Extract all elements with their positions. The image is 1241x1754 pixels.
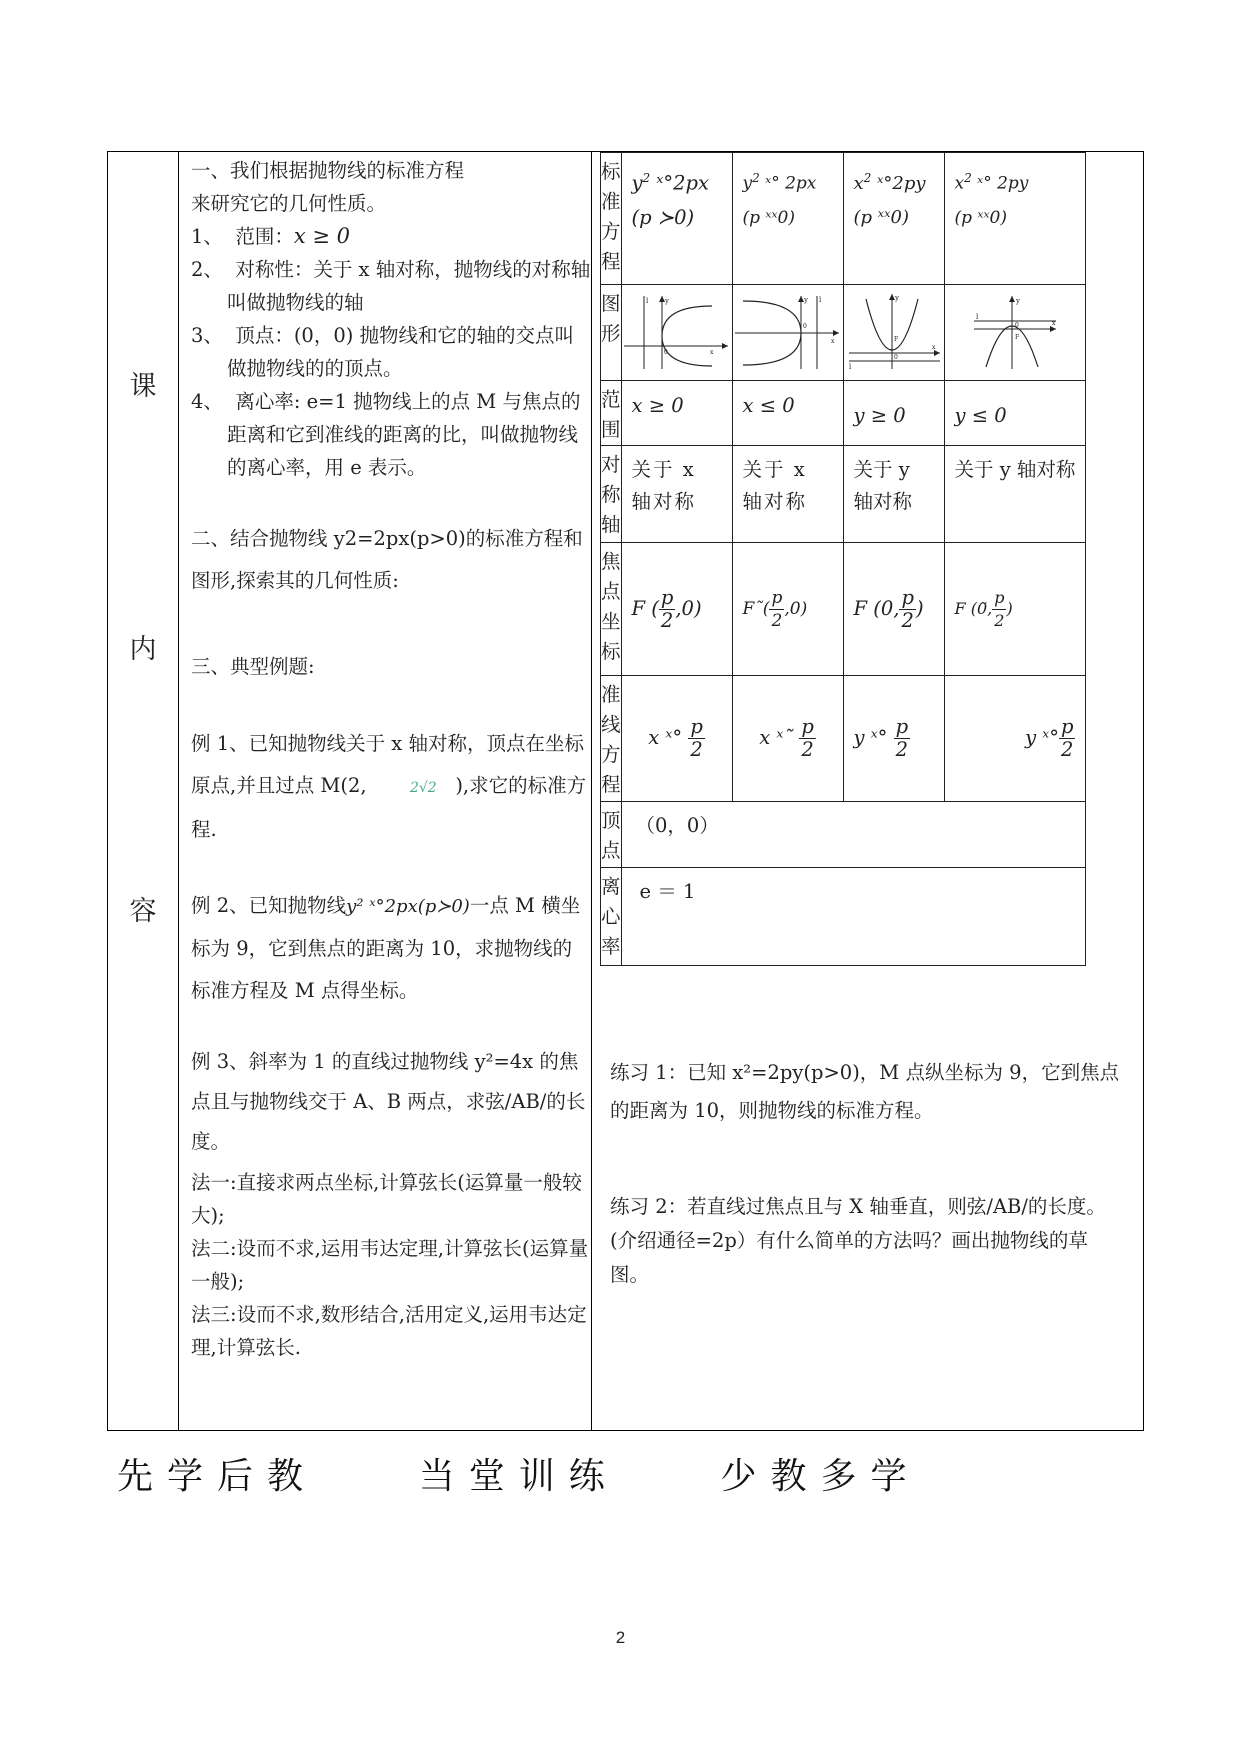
- axis-cell: 关于 x 轴对称: [732, 446, 843, 543]
- axis-cell: 关于 y 轴对称: [944, 446, 1086, 543]
- range-cell: x ≤ 0: [732, 381, 843, 446]
- exercise-2: [600, 1190, 1130, 1292]
- side-label-ke: 课: [129, 371, 157, 402]
- graph-cell: [621, 285, 732, 381]
- table-row: [601, 153, 1086, 285]
- fraction-num: p: [690, 715, 703, 738]
- directrix-cell: [621, 676, 732, 802]
- example-math: y² ˣ°2px(p≻0): [346, 896, 470, 917]
- property-number: 2、: [191, 258, 223, 281]
- table-row: [601, 543, 1086, 676]
- fraction-num: p: [895, 715, 909, 738]
- directrix-cell: [843, 676, 944, 802]
- fraction-num: p: [660, 585, 674, 609]
- directrix-pre: x ˣ°: [648, 726, 683, 749]
- svg-text:l: l: [975, 313, 979, 321]
- eq-cond: (p ˣˣ0): [853, 207, 910, 228]
- row-header: 范围: [601, 381, 622, 446]
- example-2: [191, 885, 591, 1012]
- table-row: [601, 381, 1086, 446]
- eq-cond: (p ˣˣ0): [742, 207, 795, 228]
- eq-rhs: ˣ°2py: [877, 173, 926, 194]
- focus-pre: F˜(: [742, 598, 770, 619]
- fraction-den: 2: [660, 608, 674, 632]
- property-text: 顶点：(0，0) 抛物线和它的轴的交点叫做抛物线的的顶点。: [227, 324, 575, 380]
- fraction: [769, 587, 784, 632]
- table-row: [601, 868, 1086, 966]
- row-header: 图形: [601, 285, 622, 381]
- focus-cell: [843, 543, 944, 676]
- page-number: 2: [615, 1628, 626, 1647]
- section-3: 三、典型例题:: [191, 655, 315, 678]
- section-1-continue: 来研究它的几何性质。: [191, 192, 387, 215]
- directrix-cell: [944, 676, 1086, 802]
- focus-post: ,0): [675, 596, 702, 620]
- method-1: 法一:直接求两点坐标,计算弦长(运算量一般较大);: [191, 1171, 582, 1227]
- focus-pre: F (0,: [853, 596, 900, 620]
- focus-post: ): [1006, 598, 1013, 618]
- eq-rhs: ˣ° 2py: [977, 173, 1029, 194]
- directrix-pre: x ˣ˜: [759, 726, 794, 749]
- exercise-1: [600, 1054, 1130, 1130]
- fraction-den: 2: [690, 738, 703, 761]
- exercise-2-text: 练习 2：若直线过焦点且与 X 轴垂直，则弦/AB/的长度。(介绍通径=2p）有什么简单的方法吗？画出抛物线的草图。: [610, 1195, 1106, 1286]
- table-row: [601, 446, 1086, 543]
- side-label-nei: 内: [129, 634, 157, 665]
- example-text: 例 1、已知抛物线关于 x 轴对称，顶点在坐标原点,并且过点 M(2,: [191, 732, 584, 797]
- eq-lhs: y: [631, 171, 643, 195]
- eq-rhs: ˣ° 2px: [765, 173, 817, 194]
- table-row: [601, 802, 1086, 868]
- property-number: 1、: [191, 225, 223, 248]
- exercise-1-text: 练习 1：已知 x²=2py(p>0)，M 点纵坐标为 9，它到焦点的距离为 10，则抛物线的标准方程。: [610, 1061, 1120, 1122]
- svg-text:F: F: [893, 336, 898, 343]
- fraction-num: p: [801, 715, 814, 738]
- axis-cell: 关于 y 轴对称: [843, 446, 944, 543]
- fraction-den: 2: [901, 608, 914, 632]
- svg-text:x: x: [931, 344, 935, 351]
- row-header: 焦点坐标: [601, 543, 622, 676]
- svg-text:l: l: [818, 296, 821, 304]
- directrix-pre: y ˣ°: [1025, 726, 1059, 749]
- section-1-title: 一、我们根据抛物线的标准方程: [191, 159, 465, 182]
- parabola-down-graph: [972, 291, 1058, 371]
- fraction-den: 2: [771, 610, 783, 631]
- fraction-num: p: [992, 587, 1006, 610]
- fraction-den: 2: [1060, 738, 1074, 761]
- example-1: [191, 723, 591, 851]
- graph-cell: [944, 285, 1086, 381]
- eccentricity-cell: e ＝ 1: [621, 868, 1086, 966]
- equation-cell: $x^2$ ˣ° 2py (p ˣˣ0): [944, 153, 1086, 285]
- property-symmetry: [191, 253, 591, 319]
- property-number: 4、: [191, 390, 223, 413]
- svg-text:0: 0: [663, 349, 668, 356]
- row-header: 标准方程: [601, 153, 622, 285]
- focus-cell: [732, 543, 843, 676]
- row-header: 离心率: [601, 868, 622, 966]
- equation-cell: $x^2$ ˣ°2py (p ˣˣ0): [843, 153, 944, 285]
- range-cell: y ≤ 0: [944, 381, 1086, 446]
- parabola-up-graph: [844, 291, 944, 371]
- property-eccentricity: [191, 385, 591, 484]
- parabola-right-graph: [622, 291, 732, 371]
- eq-rhs: ˣ°2px: [656, 171, 709, 195]
- svg-text:0: 0: [1014, 322, 1019, 329]
- fraction-num: p: [1060, 715, 1074, 738]
- directrix-pre: y ˣ°: [853, 726, 888, 749]
- example-text: 一点 M 横坐标为 9，它到焦点的距离为 10，求抛物线的标准方程及 M 点得坐标。: [191, 894, 581, 1002]
- graph-cell: [732, 285, 843, 381]
- fraction-den: 2: [895, 738, 909, 761]
- fraction: [659, 587, 675, 632]
- svg-text:l: l: [848, 363, 851, 371]
- property-range: [191, 220, 591, 253]
- fraction: [1059, 716, 1075, 761]
- svg-text:F: F: [1014, 334, 1020, 341]
- eq-lhs: y: [742, 173, 753, 194]
- fraction-num: p: [771, 587, 783, 608]
- svg-text:y: y: [1015, 297, 1020, 305]
- vertex-cell: （0，0）: [621, 802, 1086, 868]
- svg-text:x: x: [709, 349, 713, 356]
- directrix-cell: [732, 676, 843, 802]
- equation-cell: $y^2$ ˣ° 2px (p ˣˣ0): [732, 153, 843, 285]
- eq-lhs: x: [954, 173, 965, 194]
- property-text: 范围：: [235, 225, 294, 248]
- method-2: 法二:设而不求,运用韦达定理,计算弦长(运算量一般);: [191, 1237, 589, 1293]
- focus-cell: [621, 543, 732, 676]
- focus-post: ): [915, 596, 924, 620]
- side-label-rong: 容: [129, 896, 157, 927]
- svg-text:0: 0: [802, 323, 807, 330]
- svg-text:y: y: [894, 294, 899, 302]
- focus-pre: F (: [631, 596, 659, 620]
- property-number: 3、: [191, 324, 223, 347]
- table-row: [601, 676, 1086, 802]
- parabola-left-graph: [733, 291, 843, 371]
- example-text: 例 2、已知抛物线: [191, 894, 347, 917]
- fraction: [899, 587, 915, 632]
- property-text: 对称性：关于 x 轴对称，抛物线的对称轴叫做抛物线的轴: [227, 258, 591, 314]
- fraction-den: 2: [994, 610, 1005, 630]
- section-2: 二、结合抛物线 y2=2px(p>0)的标准方程和图形,探索其的几何性质:: [191, 527, 583, 592]
- content-column: [191, 152, 591, 1364]
- fraction: [992, 587, 1006, 632]
- property-text: 离心率: e=1 抛物线上的点 M 与焦点的距离和它到准线的距离的比，叫做抛物线的离心率，用 e 表示。: [227, 390, 581, 479]
- row-header: 准线方程: [601, 676, 622, 802]
- table-row: [601, 285, 1086, 381]
- eq-cond: (p ˣˣ0): [954, 207, 1007, 228]
- axis-cell: 关于 x 轴对称: [621, 446, 732, 543]
- range-cell: x ≥ 0: [621, 381, 732, 446]
- method-3: 法三:设而不求,数形结合,活用定义,运用韦达定理,计算弦长.: [191, 1303, 587, 1359]
- fraction: [799, 716, 815, 761]
- fraction: [688, 716, 704, 761]
- example-text: ),求它的标准方程.: [191, 774, 587, 841]
- eq-lhs: x: [853, 173, 864, 194]
- svg-text:x: x: [830, 338, 834, 345]
- range-math: x ≥ 0: [293, 224, 350, 248]
- eq-cond: (p ≻0): [631, 205, 695, 229]
- row-header: 对称轴: [601, 446, 622, 543]
- example-3: 例 3、斜率为 1 的直线过抛物线 y²=4x 的焦点且与抛物线交于 A、B 两点，求弦/AB/的长度。: [191, 1050, 586, 1153]
- focus-post: ,0): [784, 598, 808, 619]
- properties-table: [600, 152, 1086, 966]
- svg-text:y: y: [803, 296, 808, 304]
- graph-cell: [843, 285, 944, 381]
- column-divider: [178, 152, 179, 1430]
- fraction-den: 2: [801, 738, 814, 761]
- focus-cell: [944, 543, 1086, 676]
- example-math: 2√2: [409, 780, 437, 796]
- footer-slogan: 先学后教 当堂训练 少教多学: [117, 1456, 921, 1497]
- svg-text:x: x: [1051, 320, 1056, 327]
- svg-text:l: l: [645, 297, 648, 305]
- range-cell: y ≥ 0: [843, 381, 944, 446]
- fraction-num: p: [901, 585, 914, 609]
- property-vertex: [191, 319, 591, 385]
- focus-pre: F (0̃,: [954, 598, 993, 618]
- equation-cell: $y^2$ ˣ°2px (p ≻0): [621, 153, 732, 285]
- column-divider: [591, 152, 592, 1430]
- lesson-table: [107, 151, 1144, 1431]
- svg-text:y: y: [664, 297, 669, 305]
- row-header: 顶点: [601, 802, 622, 868]
- fraction: [894, 716, 910, 761]
- svg-text:0: 0: [893, 354, 898, 361]
